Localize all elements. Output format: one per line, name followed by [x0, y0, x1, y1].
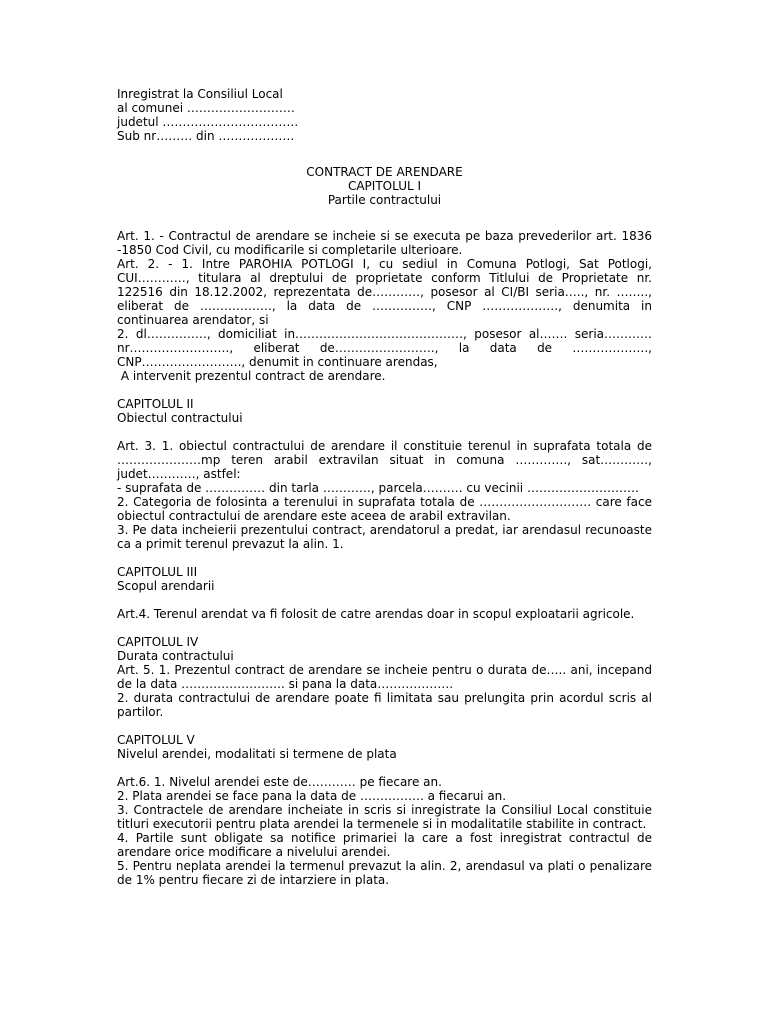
- chapter-2: [117, 397, 652, 551]
- chapter-3-heading: CAPITOLUL III: [117, 565, 198, 579]
- chapter-5: [117, 733, 652, 887]
- chapter-2-heading: CAPITOLUL II: [117, 397, 194, 411]
- article-6-paragraph-3: 3. Contractele de arendare incheiate in scris si inregistrate la Consiliul Local constituie titluri executorii pentru plata arendei la termenele si in modalitatile stabilite in contract.: [117, 803, 652, 831]
- article-5-paragraph-2: 2. durata contractului de arendare poate fi limitata sau prelungita prin acordul scris al partilor.: [117, 691, 652, 719]
- chapter-4-subtitle: Durata contractului: [117, 649, 234, 663]
- article-5-paragraph-1: Art. 5. 1. Prezentul contract de arendare se incheie pentru o durata de….. ani, incepand de la data …………………….. si pana la data……………….: [117, 663, 652, 691]
- chapter-3: [117, 565, 652, 621]
- article-3-dash-item: - suprafata de …………… din tarla …………, parcela………. cu vecinii ……………………….: [117, 481, 639, 495]
- registration-line-county: judetul …………………………….: [117, 115, 299, 129]
- article-3-paragraph-2: 2. Categoria de folosinta a terenului in suprafata totala de ………………………. care face obiectul contractului de arendare este aceea de arabil extravilan.: [117, 495, 652, 523]
- article-6-paragraph-5: 5. Pentru neplata arendei la termenul prevazut la alin. 2, arendasul va plati o penalizare de 1% pentru fiecare zi de intarziere in plata.: [117, 859, 652, 887]
- registration-line-number: Sub nr……… din ……………….: [117, 129, 295, 143]
- registration-line-commune: al comunei ………………………: [117, 101, 295, 115]
- article-1: Art. 1. - Contractul de arendare se incheie si se executa pe baza prevederilor art. 1836 -1850 Cod Civil, cu modificarile si completarile ulterioare.: [117, 229, 652, 257]
- registration-block: [117, 87, 652, 143]
- chapter-1-subtitle: Partile contractului: [327, 193, 442, 207]
- article-2-paragraph-2: 2. dl……………, domiciliat in……………………………………, posesor al……. seria………… nr……………………., eliberat de……………………., la data de ………………., CNP……………………., denumit in continuare arendas,: [117, 327, 652, 369]
- document-page: [117, 87, 652, 887]
- chapter-4-heading: CAPITOLUL IV: [117, 635, 199, 649]
- article-3-paragraph-1: Art. 3. 1. obiectul contractului de arendare il constituie terenul in suprafata totala de …………………mp teren arabil extravilan situat in comuna …………., sat…………, judet…………, astfel:: [117, 439, 652, 481]
- article-6-paragraph-1: Art.6. 1. Nivelul arendei este de………… pe fiecare an.: [117, 775, 442, 789]
- chapter-1-heading: CAPITOLUL I: [347, 179, 422, 193]
- chapter-5-subtitle: Nivelul arendei, modalitati si termene de plata: [117, 747, 397, 761]
- article-6-paragraph-4: 4. Partile sunt obligate sa notifice primariei la care a fost inregistrat contractul de arendare orice modificare a nivelului arendei.: [117, 831, 652, 859]
- chapter-3-subtitle: Scopul arendarii: [117, 579, 215, 593]
- chapter-4: [117, 635, 652, 719]
- article-4: Art.4. Terenul arendat va fi folosit de catre arendas doar in scopul exploatarii agricole.: [117, 607, 635, 621]
- article-6-paragraph-2: 2. Plata arendei se face pana la data de ……………. a fiecarui an.: [117, 789, 507, 803]
- document-title: CONTRACT DE ARENDARE: [306, 165, 463, 179]
- registration-line-council: Inregistrat la Consiliul Local: [117, 87, 283, 101]
- chapter-5-heading: CAPITOLUL V: [117, 733, 195, 747]
- article-2-paragraph-3: A intervenit prezentul contract de arendare.: [117, 369, 386, 383]
- chapter-2-subtitle: Obiectul contractului: [117, 411, 243, 425]
- article-3-paragraph-3: 3. Pe data incheierii prezentului contract, arendatorul a predat, iar arendasul recunoaste ca a primit terenul prevazut la alin. 1.: [117, 523, 652, 551]
- chapter-1-body: [117, 229, 652, 383]
- document-title-block: [117, 165, 652, 207]
- article-2-paragraph-1: Art. 2. - 1. Intre PAROHIA POTLOGI I, cu sediul in Comuna Potlogi, Sat Potlogi, CUI…………, titulara al dreptului de proprietate conform Titlului de Proprietate nr. 122516 din 18.12.2002, reprezentata de…………, posesor al CI/BI seria….., nr. …….., eliberat de ………………, la data de ……………, CNP ………………., denumita in continuarea arendator, si: [117, 257, 652, 327]
